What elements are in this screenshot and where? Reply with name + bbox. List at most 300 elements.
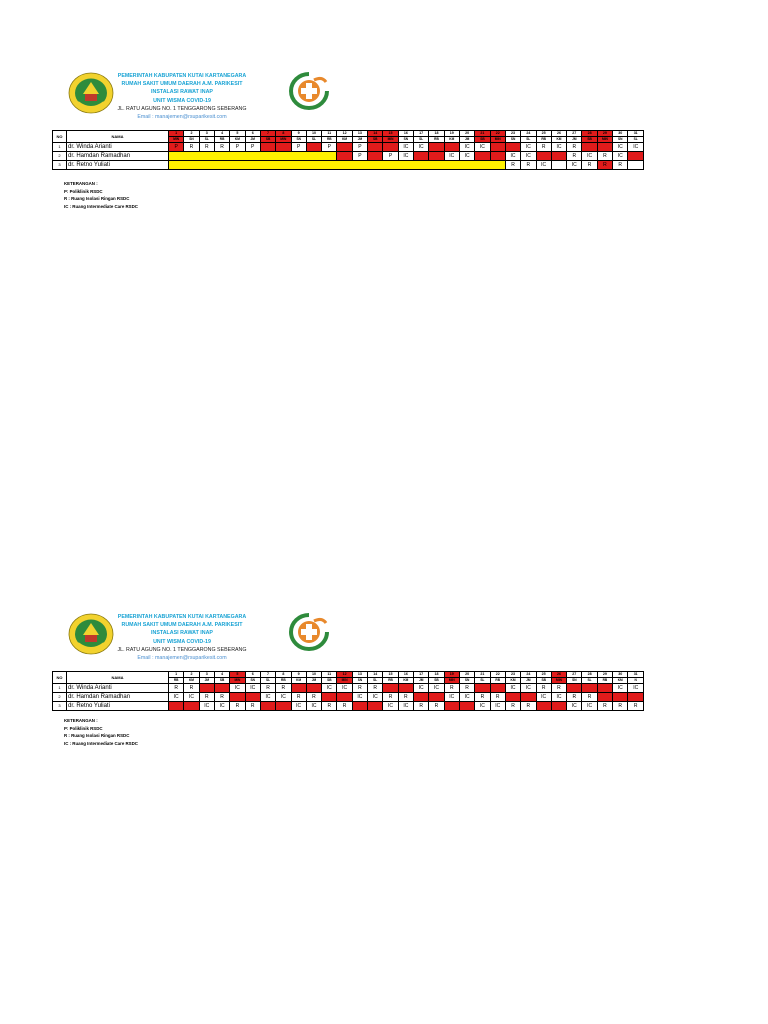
- day-number: 4: [214, 131, 229, 137]
- shift-cell: [582, 143, 597, 152]
- day-number: 31: [628, 131, 644, 137]
- shift-cell: [291, 684, 306, 693]
- schedule-page-2: [52, 609, 644, 746]
- header-address: JL. RATU AGUNG NO. 1 TENGGARONG SEBERANG: [117, 105, 247, 112]
- shift-cell: IC: [536, 693, 551, 702]
- shift-cell: [230, 693, 245, 702]
- shift-cell: IC: [444, 693, 459, 702]
- day-number: 5: [230, 131, 245, 137]
- weekday-label: KM: [398, 678, 413, 684]
- shift-cell: IC: [490, 702, 505, 711]
- weekday-label: SN: [398, 137, 413, 143]
- legend-r: R : Ruang Isolasi Ringan RSDC: [64, 733, 130, 739]
- shift-cell: R: [352, 684, 367, 693]
- day-number: 24: [521, 672, 536, 678]
- shift-cell: [276, 702, 291, 711]
- header-email: Email : manajemen@rsuparikesit.com: [137, 655, 227, 662]
- shift-cell: R: [597, 702, 612, 711]
- shift-cell: IC: [613, 152, 628, 161]
- header-line3: INSTALASI RAWAT INAP: [151, 630, 213, 637]
- shift-cell: IC: [306, 702, 321, 711]
- shift-cell: P: [383, 152, 398, 161]
- weekday-label: SN: [459, 678, 474, 684]
- table-row: [53, 152, 644, 161]
- shift-cell: R: [536, 684, 551, 693]
- shift-cell: R: [291, 693, 306, 702]
- shift-cell: [245, 693, 260, 702]
- shift-cell: R: [199, 143, 214, 152]
- shift-cell: IC: [582, 702, 597, 711]
- header-line1: PEMERINTAH KABUPATEN KUTAI KARTANEGARA: [117, 614, 247, 620]
- shift-cell: [597, 684, 612, 693]
- shift-cell: IC: [337, 684, 352, 693]
- shift-cell: [214, 684, 229, 693]
- shift-cell: [505, 143, 520, 152]
- shift-cell: R: [444, 684, 459, 693]
- day-number: 30: [613, 672, 628, 678]
- weekday-label: SB: [429, 678, 444, 684]
- shift-cell: [368, 143, 383, 152]
- day-number: 20: [459, 672, 474, 678]
- weekday-label: SB: [260, 137, 275, 143]
- shift-cell: [306, 684, 321, 693]
- shift-cell: R: [429, 702, 444, 711]
- shift-cell: R: [613, 161, 628, 170]
- legend-ic: IC : Ruang Intermediate Care RSDC: [64, 203, 138, 209]
- day-number: 14: [368, 672, 383, 678]
- shift-cell: [352, 702, 367, 711]
- shift-cell: [551, 161, 566, 170]
- table-row: [53, 143, 644, 152]
- day-number: 25: [536, 672, 551, 678]
- shift-cell: [444, 143, 459, 152]
- weekday-label: SB: [475, 137, 490, 143]
- shift-cell: P: [291, 143, 306, 152]
- row-number: 3: [53, 161, 67, 170]
- legend-r: R : Ruang Isolasi Ringan RSDC: [64, 196, 130, 202]
- shift-cell: IC: [199, 702, 214, 711]
- header-name: NAMA: [67, 672, 169, 684]
- weekday-label: SL: [628, 137, 644, 143]
- legend-title: KETERANGAN :: [64, 718, 98, 723]
- doctor-name: dr. Retno Yuliati: [67, 161, 169, 170]
- shift-cell: IC: [613, 143, 628, 152]
- shift-cell: IC: [260, 693, 275, 702]
- shift-cell: R: [582, 161, 597, 170]
- shift-cell: R: [521, 161, 536, 170]
- day-number: 18: [429, 131, 444, 137]
- shift-cell: [184, 702, 199, 711]
- header-line4: UNIT WISMA COVID-19: [153, 638, 211, 645]
- weekday-label: MIN: [490, 137, 505, 143]
- weekday-label: MIN: [551, 678, 566, 684]
- shift-cell: [567, 684, 582, 693]
- day-number: 19: [444, 672, 459, 678]
- shift-cell: R: [567, 693, 582, 702]
- shift-cell: [414, 693, 429, 702]
- doctor-name: dr. Hamdan Ramadhan: [67, 693, 169, 702]
- shift-cell: P: [169, 143, 184, 152]
- day-number: 10: [306, 131, 321, 137]
- shift-cell: IC: [398, 152, 413, 161]
- day-number: 25: [536, 131, 551, 137]
- shift-cell: IC: [475, 143, 490, 152]
- weekday-label: SN: [184, 137, 199, 143]
- weekday-label: SN: [245, 678, 260, 684]
- day-number: 21: [475, 131, 490, 137]
- day-number: 19: [444, 131, 459, 137]
- schedule-table-2: [52, 671, 644, 711]
- shift-cell: IC: [459, 143, 474, 152]
- shift-cell: IC: [628, 684, 644, 693]
- shift-cell: [490, 152, 505, 161]
- row-number: 1: [53, 684, 67, 693]
- weekday-label: KM: [337, 137, 352, 143]
- hospital-logo-icon: [288, 613, 330, 651]
- shift-cell: R: [567, 143, 582, 152]
- shift-cell: IC: [628, 143, 644, 152]
- weekday-label: MIN: [169, 137, 184, 143]
- weekday-label: SB: [214, 678, 229, 684]
- shift-cell: R: [368, 684, 383, 693]
- shift-cell: [260, 702, 275, 711]
- shift-cell: IC: [521, 152, 536, 161]
- weekday-label: SL: [582, 678, 597, 684]
- shift-cell: R: [505, 702, 520, 711]
- shift-cell: [383, 684, 398, 693]
- weekday-label: MIN: [444, 678, 459, 684]
- day-number: 15: [383, 672, 398, 678]
- schedule-page-1: [52, 68, 644, 209]
- table-row: [53, 693, 644, 702]
- weekday-label: JM: [567, 137, 582, 143]
- weekday-label: SN: [567, 678, 582, 684]
- shift-cell: R: [260, 684, 275, 693]
- row-number: 2: [53, 693, 67, 702]
- day-number: 5: [230, 672, 245, 678]
- day-number: 31: [628, 672, 644, 678]
- day-number: 29: [597, 131, 612, 137]
- weekday-label: KM: [184, 678, 199, 684]
- doctor-name: dr. Winda Arianti: [67, 684, 169, 693]
- day-number: 17: [414, 672, 429, 678]
- weekday-label: MIN: [383, 137, 398, 143]
- header-line4: UNIT WISMA COVID-19: [153, 97, 211, 104]
- table-row: [53, 161, 644, 170]
- legend-ic: IC : Ruang Intermediate Care RSDC: [64, 740, 138, 746]
- header-no: NO: [53, 131, 67, 143]
- shift-cell: IC: [551, 143, 566, 152]
- day-number: 26: [551, 672, 566, 678]
- shift-cell: IC: [551, 693, 566, 702]
- shift-cell: [368, 152, 383, 161]
- shift-cell: [475, 684, 490, 693]
- shift-cell: R: [582, 693, 597, 702]
- shift-cell: IC: [582, 152, 597, 161]
- weekday-label: KM: [291, 678, 306, 684]
- day-number: 12: [337, 131, 352, 137]
- shift-cell: P: [230, 143, 245, 152]
- day-number: 8: [276, 672, 291, 678]
- shift-cell: [169, 702, 184, 711]
- day-number: 29: [597, 672, 612, 678]
- day-number: 7: [260, 131, 275, 137]
- letterhead-text: [112, 72, 252, 121]
- shift-cell: IC: [505, 152, 520, 161]
- day-number: 27: [567, 672, 582, 678]
- day-number: 3: [199, 131, 214, 137]
- weekday-label: SL: [521, 137, 536, 143]
- weekday-label: SL: [475, 678, 490, 684]
- day-number: 24: [521, 131, 536, 137]
- shift-cell: R: [184, 143, 199, 152]
- legend-title: KETERANGAN :: [64, 181, 98, 186]
- weekday-label: RB: [597, 678, 612, 684]
- weekday-label: JM: [199, 678, 214, 684]
- day-number: 9: [291, 672, 306, 678]
- weekday-label: MIN: [230, 678, 245, 684]
- shift-cell: IC: [429, 684, 444, 693]
- shift-cell: IC: [414, 684, 429, 693]
- shift-cell: IC: [322, 684, 337, 693]
- shift-cell: [368, 702, 383, 711]
- shift-cell: R: [383, 693, 398, 702]
- weekday-label: JM: [306, 678, 321, 684]
- weekday-label: KM: [551, 137, 566, 143]
- shift-cell: [490, 143, 505, 152]
- shift-cell: IC: [398, 143, 413, 152]
- weekday-label: JM: [459, 137, 474, 143]
- shift-cell: R: [613, 702, 628, 711]
- shift-cell: [383, 143, 398, 152]
- shift-cell: [582, 684, 597, 693]
- weekday-label: JM: [414, 678, 429, 684]
- letterhead: [52, 68, 644, 126]
- day-number: 28: [582, 672, 597, 678]
- shift-cell: [536, 702, 551, 711]
- shift-cell: IC: [352, 693, 367, 702]
- day-number: 1: [169, 131, 184, 137]
- header-name: NAMA: [67, 131, 169, 143]
- shift-cell: R: [597, 152, 612, 161]
- shift-cell: [628, 693, 644, 702]
- shift-cell: R: [490, 693, 505, 702]
- shift-cell: IC: [368, 693, 383, 702]
- row-number: 1: [53, 143, 67, 152]
- weekday-label: SN: [291, 137, 306, 143]
- shift-cell: [475, 152, 490, 161]
- legend-2: [64, 717, 138, 747]
- letterhead: [52, 609, 644, 667]
- shift-cell: [322, 693, 337, 702]
- day-number: 22: [490, 672, 505, 678]
- shift-cell: IC: [521, 143, 536, 152]
- shift-cell: P: [352, 152, 367, 161]
- shift-cell: IC: [536, 161, 551, 170]
- weekday-label: JM: [245, 137, 260, 143]
- day-number: 18: [429, 672, 444, 678]
- weekday-label: RB: [429, 137, 444, 143]
- day-number: 13: [352, 131, 367, 137]
- shift-cell: [429, 693, 444, 702]
- weekday-label: SN: [352, 678, 367, 684]
- hospital-logo-icon: [288, 72, 330, 110]
- shift-cell: IC: [230, 684, 245, 693]
- shift-cell: R: [459, 684, 474, 693]
- weekday-label: SB: [536, 678, 551, 684]
- shift-cell: [597, 693, 612, 702]
- shift-cell: IC: [505, 684, 520, 693]
- shift-cell: R: [398, 693, 413, 702]
- shift-cell: IC: [459, 152, 474, 161]
- day-number: 23: [505, 672, 520, 678]
- day-number: 11: [322, 131, 337, 137]
- shift-cell: R: [230, 702, 245, 711]
- header-line2: RUMAH SAKIT UMUM DAERAH A.M. PARIKESIT: [121, 622, 243, 629]
- shift-cell: [459, 702, 474, 711]
- shift-cell: [260, 143, 275, 152]
- weekday-label: SN: [613, 137, 628, 143]
- shift-cell: [337, 152, 352, 161]
- day-number: 6: [245, 131, 260, 137]
- day-number: 15: [383, 131, 398, 137]
- weekday-label: RB: [214, 137, 229, 143]
- weekday-label: RB: [536, 137, 551, 143]
- shift-cell: R: [551, 684, 566, 693]
- row-number: 3: [53, 702, 67, 711]
- header-no: NO: [53, 672, 67, 684]
- doctor-name: dr. Retno Yuliati: [67, 702, 169, 711]
- shift-cell: R: [322, 702, 337, 711]
- shift-cell: [613, 693, 628, 702]
- shift-cell: R: [475, 693, 490, 702]
- day-number: 16: [398, 131, 413, 137]
- day-number: 1: [169, 672, 184, 678]
- table-row: [53, 702, 644, 711]
- day-number: 4: [214, 672, 229, 678]
- shift-cell: R: [337, 702, 352, 711]
- weekday-label: SL: [306, 137, 321, 143]
- day-number: 26: [551, 131, 566, 137]
- shift-cell: [276, 143, 291, 152]
- shift-cell: R: [521, 702, 536, 711]
- header-address: JL. RATU AGUNG NO. 1 TENGGARONG SEBERANG: [117, 646, 247, 653]
- day-number: 2: [184, 672, 199, 678]
- day-number: 3: [199, 672, 214, 678]
- weekday-label: SB: [582, 137, 597, 143]
- day-number: 2: [184, 131, 199, 137]
- weekday-label: N: [628, 678, 644, 684]
- shift-cell: [199, 684, 214, 693]
- shift-cell: R: [214, 693, 229, 702]
- day-number: 10: [306, 672, 321, 678]
- shift-cell: [337, 693, 352, 702]
- shift-cell: IC: [383, 702, 398, 711]
- weekday-label: RB: [383, 678, 398, 684]
- shift-cell: IC: [475, 702, 490, 711]
- header-email: Email : manajemen@rsuparikesit.com: [137, 114, 227, 121]
- day-number: 9: [291, 131, 306, 137]
- legend-1: [64, 180, 138, 210]
- day-number: 23: [505, 131, 520, 137]
- header-line1: PEMERINTAH KABUPATEN KUTAI KARTANEGARA: [117, 73, 247, 79]
- day-number: 14: [368, 131, 383, 137]
- day-number: 8: [276, 131, 291, 137]
- shift-cell: R: [414, 702, 429, 711]
- unassigned-span: [169, 152, 337, 161]
- shift-cell: IC: [291, 702, 306, 711]
- shift-cell: R: [567, 152, 582, 161]
- shift-cell: R: [199, 693, 214, 702]
- shift-cell: R: [628, 702, 644, 711]
- weekday-label: SN: [505, 137, 520, 143]
- day-number: 12: [337, 672, 352, 678]
- shift-cell: IC: [398, 702, 413, 711]
- day-number: 17: [414, 131, 429, 137]
- weekday-label: SL: [260, 678, 275, 684]
- weekday-label: RB: [490, 678, 505, 684]
- shift-cell: R: [214, 143, 229, 152]
- shift-cell: P: [352, 143, 367, 152]
- day-number: 20: [459, 131, 474, 137]
- weekday-label: RB: [169, 678, 184, 684]
- shift-cell: R: [536, 143, 551, 152]
- shift-cell: IC: [245, 684, 260, 693]
- shift-cell: IC: [414, 143, 429, 152]
- header-line3: INSTALASI RAWAT INAP: [151, 89, 213, 96]
- shift-cell: [306, 143, 321, 152]
- row-number: 2: [53, 152, 67, 161]
- doctor-name: dr. Hamdan Ramadhan: [67, 152, 169, 161]
- shift-cell: [536, 152, 551, 161]
- header-line2: RUMAH SAKIT UMUM DAERAH A.M. PARIKESIT: [121, 81, 243, 88]
- weekday-label: SL: [368, 678, 383, 684]
- unassigned-span: [169, 161, 506, 170]
- shift-cell: IC: [567, 161, 582, 170]
- weekday-label: SL: [199, 137, 214, 143]
- shift-cell: IC: [276, 693, 291, 702]
- shift-cell: R: [505, 161, 520, 170]
- day-number: 13: [352, 672, 367, 678]
- shift-cell: [429, 152, 444, 161]
- shift-cell: [398, 684, 413, 693]
- shift-cell: P: [322, 143, 337, 152]
- weekday-label: RB: [276, 678, 291, 684]
- day-number: 27: [567, 131, 582, 137]
- weekday-label: KM: [444, 137, 459, 143]
- shift-cell: [444, 702, 459, 711]
- day-number: 6: [245, 672, 260, 678]
- shift-cell: [490, 684, 505, 693]
- shift-cell: [414, 152, 429, 161]
- day-number: 7: [260, 672, 275, 678]
- shift-cell: [505, 693, 520, 702]
- weekday-label: SB: [368, 137, 383, 143]
- table-row: [53, 684, 644, 693]
- shift-cell: [597, 143, 612, 152]
- day-number: 30: [613, 131, 628, 137]
- day-number: 21: [475, 672, 490, 678]
- day-number: 16: [398, 672, 413, 678]
- shift-cell: [337, 143, 352, 152]
- shift-cell: IC: [521, 684, 536, 693]
- shift-cell: R: [306, 693, 321, 702]
- shift-cell: IC: [613, 684, 628, 693]
- shift-cell: IC: [459, 693, 474, 702]
- shift-cell: R: [245, 702, 260, 711]
- kutai-kartanegara-emblem-icon: [68, 613, 114, 655]
- shift-cell: [429, 143, 444, 152]
